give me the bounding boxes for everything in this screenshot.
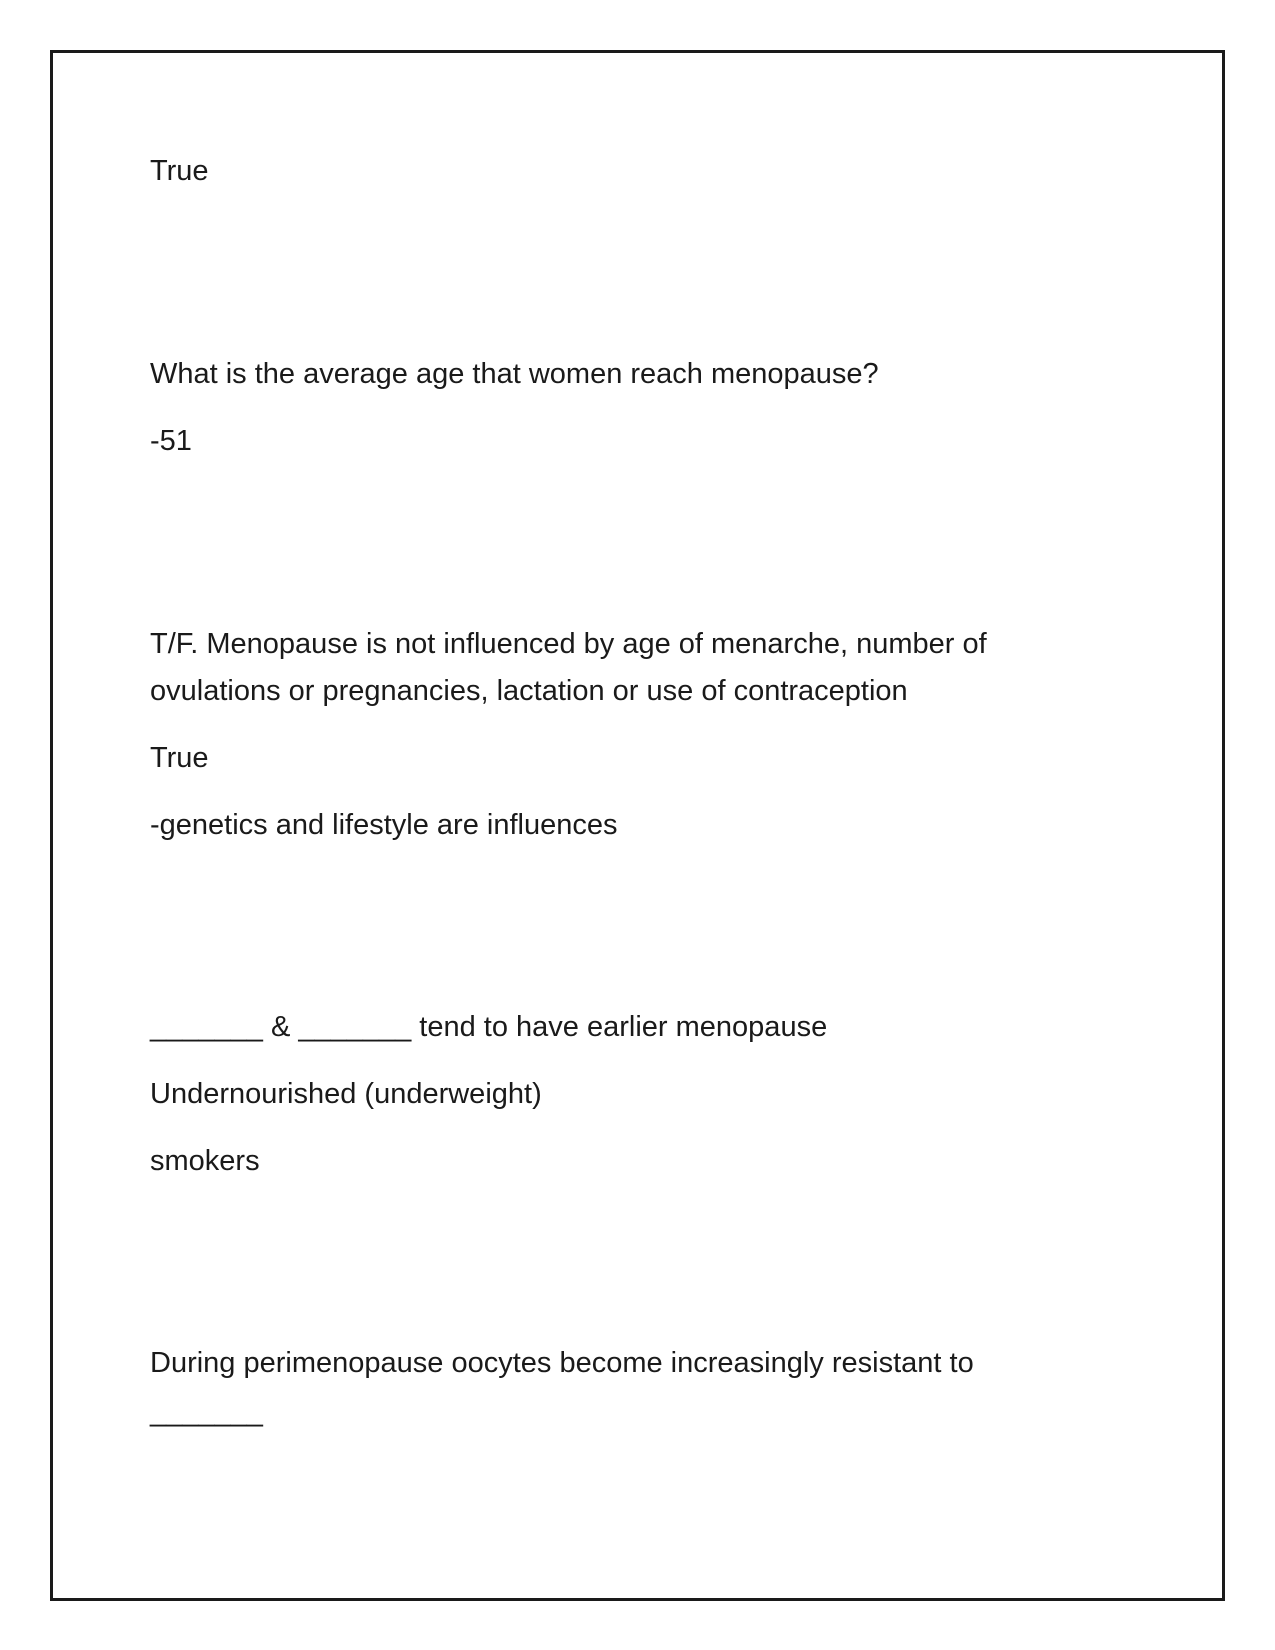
answer-undernourished: Undernourished (underweight) bbox=[150, 1078, 542, 1110]
answer-note-genetics: -genetics and lifestyle are influences bbox=[150, 809, 618, 841]
question-average-menopause-age: What is the average age that women reach menopause? bbox=[150, 358, 879, 390]
question-perimenopause-line1: During perimenopause oocytes become increasingly resistant to bbox=[150, 1347, 974, 1379]
answer-true-1: True bbox=[150, 155, 209, 187]
answer-smokers: smokers bbox=[150, 1145, 260, 1177]
question-tf-influences-line2: ovulations or pregnancies, lactation or use of contraception bbox=[150, 675, 908, 707]
answer-true-2: True bbox=[150, 742, 209, 774]
question-perimenopause-blank: _______ bbox=[150, 1396, 263, 1428]
question-earlier-menopause: _______ & _______ tend to have earlier menopause bbox=[150, 1011, 828, 1043]
question-tf-influences-line1: T/F. Menopause is not influenced by age of menarche, number of bbox=[150, 628, 987, 660]
answer-average-age: -51 bbox=[150, 425, 192, 457]
